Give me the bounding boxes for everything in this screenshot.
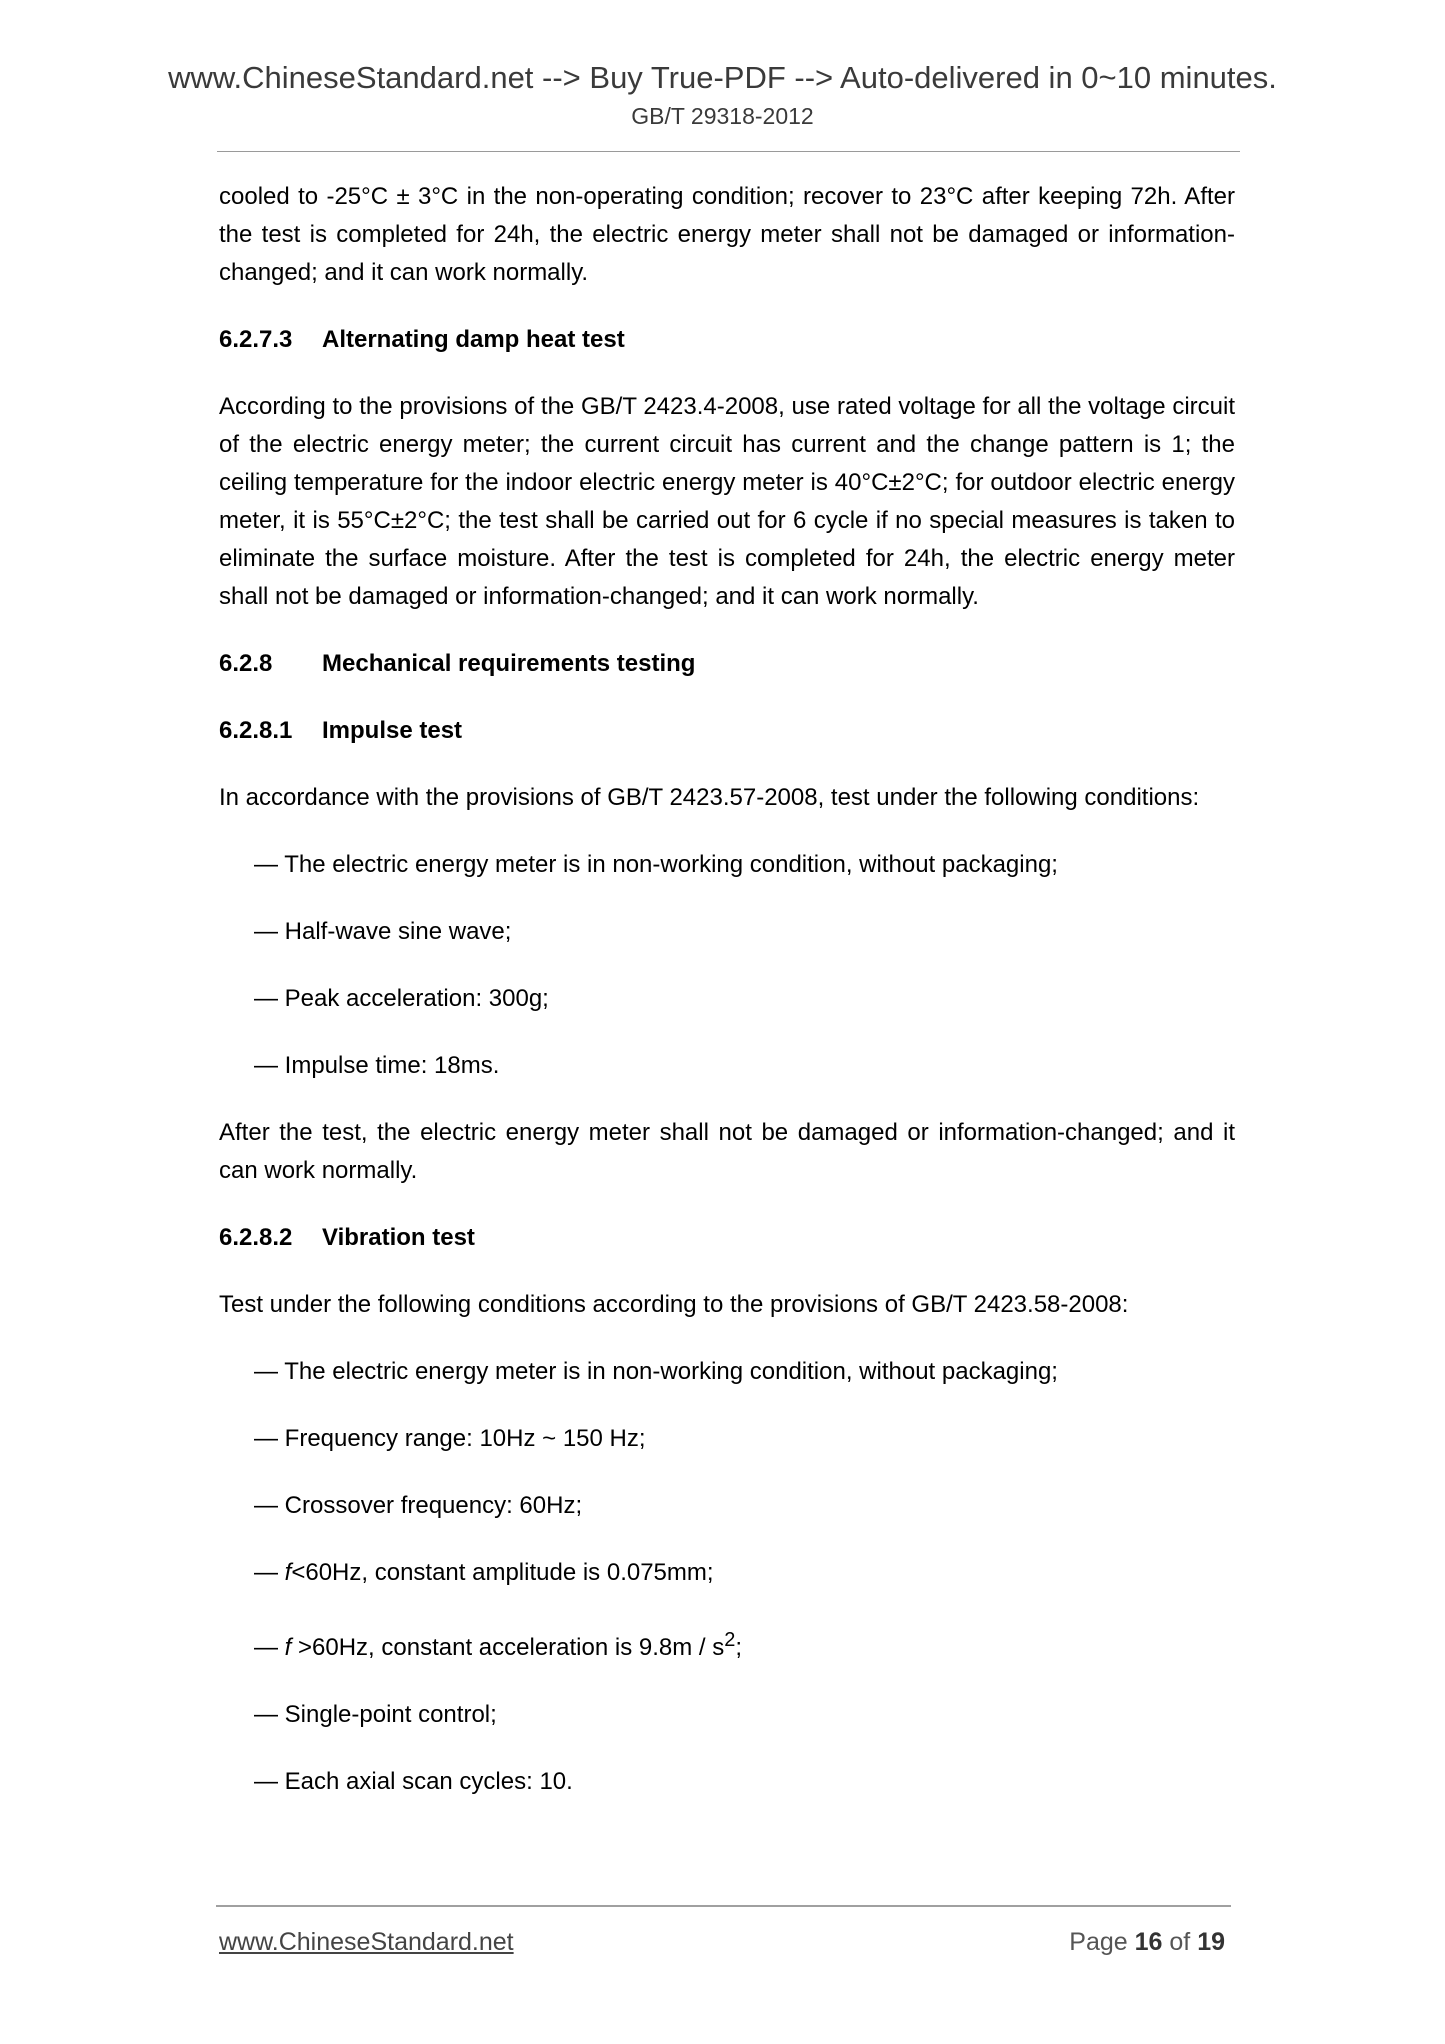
- dash: —: [254, 1559, 285, 1586]
- section-title: Mechanical requirements testing: [322, 650, 696, 677]
- section-number: 6.2.7.3: [219, 326, 293, 353]
- list-item: — Impulse time: 18ms.: [254, 1052, 500, 1079]
- list-item: — Frequency range: 10Hz ~ 150 Hz;: [254, 1425, 646, 1452]
- section-heading: [219, 712, 1235, 750]
- paragraph: In accordance with the provisions of GB/T 2423.57-2008, test under the following conditions:: [219, 784, 1200, 811]
- item-text-end: ;: [735, 1634, 743, 1661]
- list-item: — Single-point control;: [254, 1701, 497, 1728]
- header-divider: [217, 151, 1240, 152]
- header-banner: www.ChineseStandard.net --> Buy True-PDF --> Auto-delivered in 0~10 minutes.: [168, 60, 1277, 95]
- section-title: Vibration test: [322, 1224, 475, 1251]
- section-heading: [219, 321, 1235, 359]
- list-item: [254, 1621, 1235, 1667]
- list-item: — Crossover frequency: 60Hz;: [254, 1492, 583, 1519]
- section-number: 6.2.8: [219, 650, 273, 677]
- total-pages: 19: [1197, 1928, 1225, 1956]
- document-id: GB/T 29318-2012: [631, 103, 814, 129]
- frequency-symbol: f: [284, 1559, 292, 1586]
- paragraph: Test under the following conditions according to the provisions of GB/T 2423.58-2008:: [219, 1291, 1129, 1318]
- section-number: 6.2.8.2: [219, 1224, 293, 1251]
- item-text: <60Hz, constant amplitude is 0.075mm;: [291, 1559, 714, 1586]
- superscript: 2: [724, 1629, 736, 1651]
- section-heading: [219, 645, 1235, 683]
- dash: —: [254, 1634, 285, 1661]
- section-number: 6.2.8.1: [219, 717, 293, 744]
- page-prefix: Page: [1069, 1928, 1135, 1956]
- paragraph: cooled to -25°C ± 3°C in the non-operating condition; recover to 23°C after keeping 72h. After the test is completed for 24h, the electric energy meter shall not be damaged or information-changed; and it can work normally.: [219, 183, 1235, 286]
- list-item: — Each axial scan cycles: 10.: [254, 1768, 573, 1795]
- list-item: — The electric energy meter is in non-working condition, without packaging;: [254, 851, 1058, 878]
- current-page: 16: [1134, 1928, 1163, 1956]
- paragraph: According to the provisions of the GB/T 2423.4-2008, use rated voltage for all the voltage circuit of the electric energy meter; the current circuit has current and the change pattern is 1; the ceiling temperature for the indoor electric energy meter is 40°C±2°C; for outdoor electric energy meter, it is 55°C±2°C; the test shall be carried out for 6 cycle if no special measures is taken to eliminate the surface moisture. After the test is completed for 24h, the electric energy meter shall not be damaged or information-changed; and it can work normally.: [219, 393, 1235, 610]
- page-of: of: [1162, 1928, 1198, 1956]
- list-item: — The electric energy meter is in non-working condition, without packaging;: [254, 1358, 1058, 1385]
- item-text: >60Hz, constant acceleration is 9.8m / s: [291, 1634, 725, 1661]
- list-item: — Peak acceleration: 300g;: [254, 985, 549, 1012]
- section-title: Alternating damp heat test: [322, 326, 625, 353]
- paragraph: After the test, the electric energy meter shall not be damaged or information-changed; and it can work normally.: [219, 1119, 1235, 1184]
- page-indicator: [1069, 1928, 1225, 1957]
- section-title: Impulse test: [322, 717, 463, 744]
- frequency-symbol: f: [284, 1634, 292, 1661]
- section-heading: [219, 1219, 1235, 1257]
- list-item: [254, 1554, 1235, 1592]
- document-body: [219, 178, 1235, 1830]
- footer-divider: [216, 1905, 1231, 1907]
- footer-link[interactable]: www.ChineseStandard.net: [219, 1928, 514, 1956]
- list-item: — Half-wave sine wave;: [254, 918, 512, 945]
